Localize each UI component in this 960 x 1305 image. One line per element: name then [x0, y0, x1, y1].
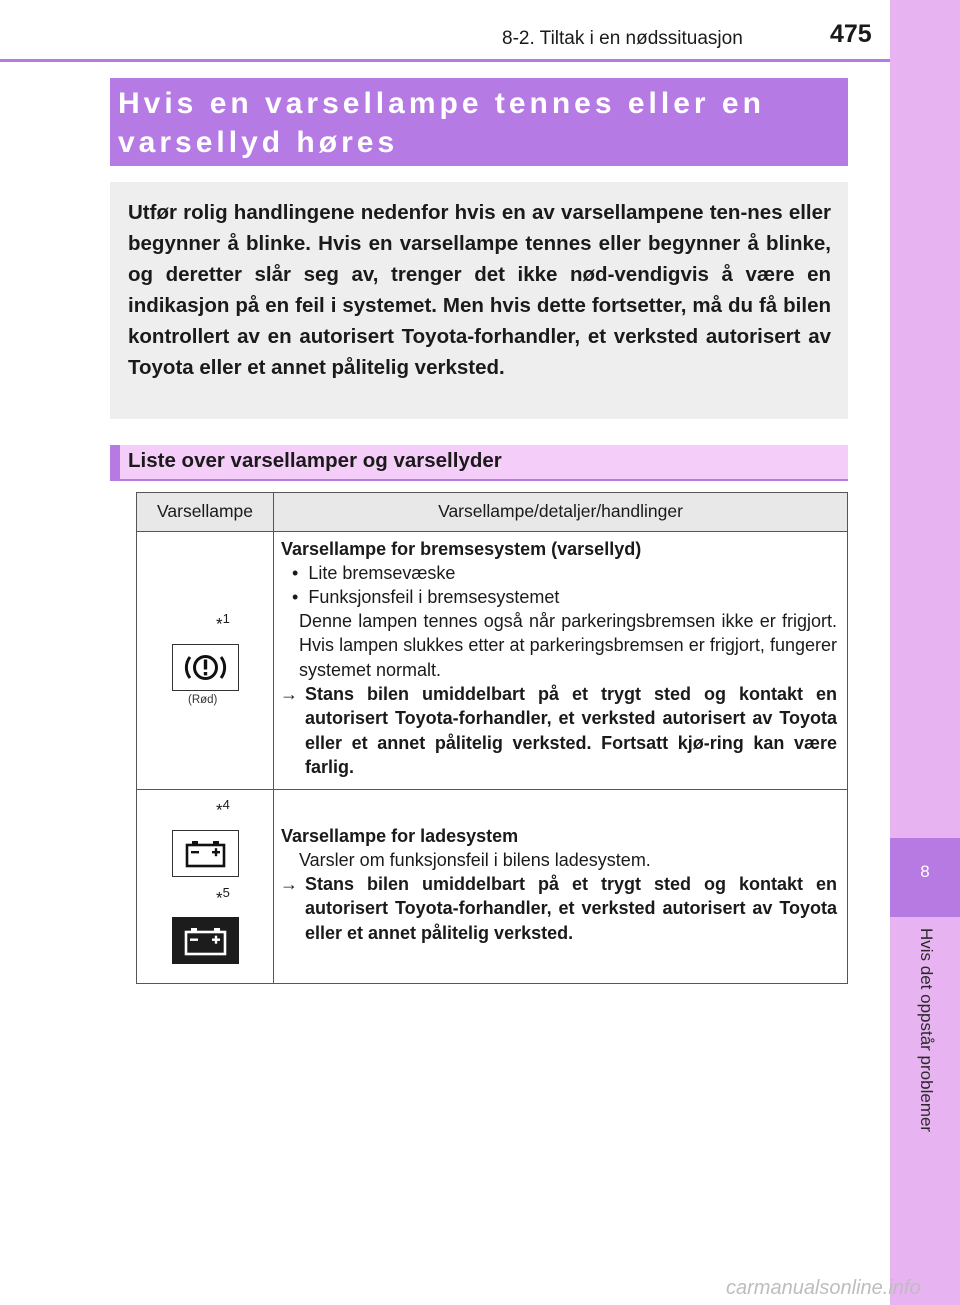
table-header-details: Varsellampe/detaljer/handlinger [273, 492, 848, 532]
subheading-accent-bar [110, 445, 120, 479]
battery-icon [173, 831, 238, 876]
brake-warning-icon [173, 645, 238, 690]
footnote-marker: *$^5$ [216, 885, 230, 908]
lamp-title: Varsellampe for bremsesystem (varsellyd) [281, 539, 642, 559]
warning-lamp-table [136, 492, 848, 984]
list-item: • Funksjonsfeil i bremsesystemet [292, 587, 560, 607]
list-subheading [110, 445, 848, 481]
table-header-lamp: Varsellampe [136, 492, 274, 532]
page-title: Hvis en varsellampe tennes eller en varsellyd høres [118, 87, 765, 159]
chapter-number: 8 [920, 862, 930, 881]
table-row-brake-details [273, 531, 848, 790]
table-row-brake-lamp-cell [136, 531, 274, 790]
title-banner [110, 78, 848, 166]
intro-box [110, 182, 848, 419]
action-arrow-icon: → [280, 684, 298, 704]
footnote-marker: *$^1$ [216, 611, 230, 634]
brake-warning-lamp [172, 644, 239, 691]
action-arrow-icon: → [280, 874, 298, 894]
chapter-title: Hvis det oppstår problemer [917, 928, 936, 1133]
lamp-title: Varsellampe for ladesystem [281, 826, 519, 846]
list-item: • Lite bremsevæske [292, 563, 456, 583]
charging-lamp-outline [172, 830, 239, 877]
battery-icon [172, 917, 239, 964]
intro-text: Utfør rolig handlingene nedenfor hvis en av varsellampene ten-nes eller begynner å blinke. Hvis en varsellampe tennes eller begynner å blinke, og deretter slår seg av, trenger det ikke nød-vendigvis å være en indikasjon på en feil i systemet. Men hvis dette fortsetter, må du få bilen kontrollert av en autorisert Toyota-forhandler, et verksted autorisert av Toyota eller et annet pålitelig verksted. [128, 201, 831, 379]
table-row-charging-lamp-cell [136, 789, 274, 984]
header-divider [0, 59, 890, 62]
lamp-action: Stans bilen umiddelbart på et trygt sted og kontakt en autorisert Toyota-forhandler, et verksted autorisert av Toyota eller et annet pålitelig verksted. [305, 874, 837, 943]
subheading-text: Liste over varsellamper og varsellyder [128, 449, 502, 472]
lamp-color-label: (Rød) [188, 694, 218, 706]
lamp-description: Varsler om funksjonsfeil i bilens ladesystem. [299, 850, 651, 870]
footnote-marker: *$^4$ [216, 797, 230, 820]
section-heading: 8-2. Tiltak i en nødssituasjon [502, 28, 743, 49]
lamp-action: Stans bilen umiddelbart på et trygt sted og kontakt en autorisert Toyota-forhandler, et verksted autorisert av Toyota eller et annet pålitelig verksted. Fortsatt kjø-ring kan være farlig. [305, 684, 837, 777]
lamp-description: Denne lampen tennes også når parkeringsbremsen ikke er frigjort. Hvis lampen slukkes etter at parkeringsbremsen er frigjort, fungerer systemet normalt. [299, 611, 837, 680]
page-number: 475 [830, 20, 872, 48]
table-row-charging-details [273, 789, 848, 984]
watermark: carmanualsonline.info [726, 1277, 921, 1299]
charging-lamp-filled [172, 917, 239, 964]
